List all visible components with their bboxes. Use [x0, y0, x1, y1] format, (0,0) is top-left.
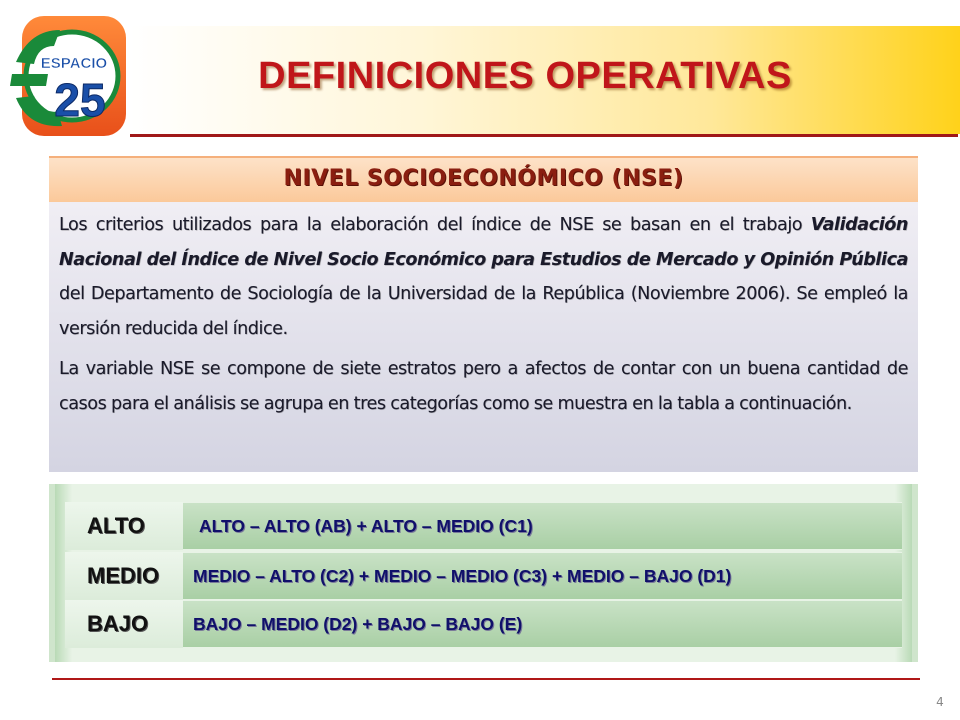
espacio-25-logo — [8, 12, 132, 142]
table-row-bajo — [65, 600, 902, 648]
paragraph-criteria — [59, 208, 908, 346]
row-label: BAJO — [65, 600, 183, 648]
section-header — [49, 156, 918, 202]
logo-word: ESPACIO — [40, 55, 108, 72]
page-number: 4 — [936, 695, 944, 709]
logo-number: 25 — [54, 74, 106, 126]
paragraph-variable: La variable NSE se compone de siete estratos pero a afectos de contar con un buena cantidad de casos para el análisis se agrupa en tres categorías como se muestra en la tabla a continuación. — [59, 359, 908, 414]
header-divider — [130, 134, 958, 137]
row-value: MEDIO – ALTO (C2) + MEDIO – MEDIO (C3) + MEDIO – BAJO (D1) — [183, 552, 902, 600]
row-label: MEDIO — [65, 552, 183, 600]
study-title: Validación Nacional del Índice de Nivel Socio Económico para Estudios de Mercado y Opinión Pública — [59, 215, 908, 270]
paragraph-criteria-end: del Departamento de Sociología de la Universidad de la República (Noviembre 2006). Se empleó la versión reducida del índice. — [59, 284, 908, 339]
section-title: NIVEL SOCIOECONÓMICO (NSE) — [283, 166, 684, 191]
footer-divider — [52, 678, 920, 680]
paragraph-criteria-start: Los criterios utilizados para la elaboración del índice de NSE se basan en el trabajo — [59, 215, 811, 235]
table-row-alto — [65, 502, 902, 550]
page-title: DEFINICIONES OPERATIVAS — [258, 55, 792, 97]
section-body — [49, 202, 918, 472]
table-row-medio — [65, 552, 902, 600]
row-label: ALTO — [65, 502, 183, 550]
row-value: BAJO – MEDIO (D2) + BAJO – BAJO (E) — [183, 600, 902, 648]
nse-table — [49, 484, 918, 662]
row-value: ALTO – ALTO (AB) + ALTO – MEDIO (C1) — [183, 502, 902, 550]
